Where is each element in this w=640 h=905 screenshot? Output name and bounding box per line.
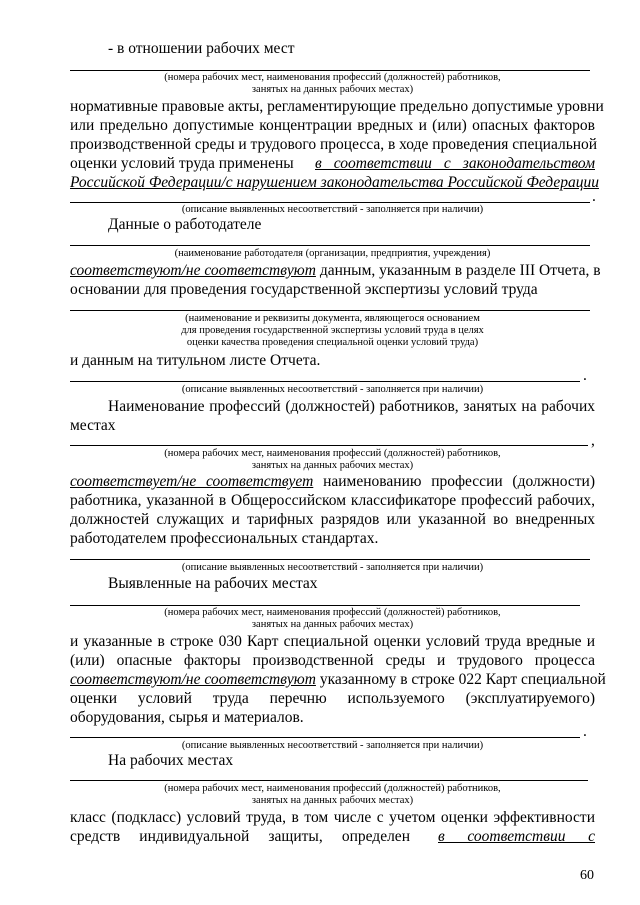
- option-text[interactable]: соответствуют/не соответствуют: [70, 671, 316, 688]
- caption: занятых на данных рабочих местах): [251, 619, 414, 630]
- caption: занятых на данных рабочих местах): [251, 84, 414, 95]
- paragraph-line: оценки условий труда применены: [70, 155, 294, 172]
- caption: (номера рабочих мест, наименования профессий (должностей) работников,: [164, 448, 501, 459]
- caption: (номера рабочих мест, наименования профессий (должностей) работников,: [164, 607, 501, 618]
- option-text[interactable]: соответствует/не соответствует: [70, 473, 314, 490]
- caption: для проведения государственной экспертизы условий труда в целях: [181, 325, 484, 336]
- caption: (номера рабочих мест, наименования профессий (должностей) работников,: [164, 783, 501, 794]
- option-text[interactable]: Российской Федерации/с нарушением законодательства Российской Федерации: [70, 174, 599, 191]
- caption: занятых на данных рабочих местах): [251, 795, 414, 806]
- caption: (номера рабочих мест, наименования профессий (должностей) работников,: [164, 72, 501, 83]
- paragraph-line: нормативные правовые акты, регламентирующие предельно допустимые уровни: [70, 98, 604, 115]
- paragraph-line: работодателем профессиональных стандартах.: [70, 530, 379, 547]
- employer-data-heading: Данные о работодателе: [108, 216, 262, 233]
- paragraph-line: оборудования, сырья и материалов.: [70, 709, 304, 726]
- paragraph-line: класс (подкласс) условий труда, в том числе с учетом оценки эффективности: [70, 809, 595, 826]
- paragraph-line: оценки условий труда перечню используемого (эксплуатируемого): [70, 690, 595, 707]
- line-end-comma: ,: [591, 432, 595, 449]
- fill-in-line[interactable]: [70, 310, 590, 311]
- caption: (описание выявленных несоответствий - заполняется при наличии): [181, 562, 484, 573]
- fill-in-line[interactable]: [70, 559, 590, 560]
- workplaces-heading: На рабочих местах: [108, 752, 234, 769]
- paragraph-line: и указанные в строке 030 Карт специальной оценки условий труда вредные и: [70, 633, 595, 650]
- fill-in-line[interactable]: [70, 445, 588, 446]
- caption: (описание выявленных несоответствий - заполняется при наличии): [181, 740, 484, 751]
- line-end-period: .: [583, 723, 587, 740]
- paragraph-line: производственной среды и трудового процесса, в ходе проведения специальной: [70, 136, 598, 153]
- paragraph-line: работника, указанной в Общероссийском классификаторе профессий рабочих,: [70, 492, 595, 509]
- paragraph-text: наименованию профессии (должности): [313, 473, 595, 490]
- paragraph-line: должностей служащих и тарифных разрядов или указанной во внедренных: [70, 511, 595, 528]
- caption: занятых на данных рабочих местах): [251, 460, 414, 471]
- section-workplaces-heading: - в отношении рабочих мест: [108, 40, 295, 57]
- paragraph-line: [70, 472, 595, 491]
- paragraph-line: (или) опасные факторы производственной среды и трудового процесса: [70, 652, 595, 669]
- fill-in-line[interactable]: [70, 737, 580, 738]
- line-end-period: .: [583, 367, 587, 384]
- paragraph-line: средств индивидуальной защиты, определен: [70, 828, 410, 845]
- fill-in-line[interactable]: [70, 245, 590, 246]
- paragraph-line: Наименование профессий (должностей) работников, занятых на рабочих: [108, 398, 595, 415]
- option-text[interactable]: соответствуют/не соответствуют: [70, 262, 316, 279]
- fill-in-line[interactable]: [70, 605, 580, 606]
- caption: оценки качества проведения специальной оценки условий труда): [186, 337, 479, 348]
- paragraph-line: местах: [70, 417, 116, 434]
- paragraph-line: [70, 261, 601, 280]
- paragraph-line: или предельно допустимые концентрации вредных и (или) опасных факторов: [70, 117, 595, 134]
- paragraph-line: основании для проведения государственной экспертизы условий труда: [70, 281, 538, 298]
- fill-in-line[interactable]: [70, 70, 590, 71]
- page-number: 60: [580, 868, 594, 883]
- caption: (наименование и реквизиты документа, являющегося основанием: [185, 313, 480, 324]
- paragraph-line: и данным на титульном листе Отчета.: [70, 352, 321, 369]
- option-text[interactable]: в соответствии с: [438, 828, 595, 845]
- caption: (описание выявленных несоответствий - заполняется при наличии): [181, 204, 484, 215]
- fill-in-line[interactable]: [70, 381, 580, 382]
- paragraph-text: указанному в строке 022 Карт специальной: [315, 671, 606, 688]
- line-end-period: .: [592, 188, 596, 205]
- fill-in-line[interactable]: [70, 202, 590, 203]
- paragraph-text: данным, указанным в разделе III Отчета, в: [315, 262, 601, 279]
- caption: (описание выявленных несоответствий - заполняется при наличии): [181, 384, 484, 395]
- paragraph-line: [70, 670, 606, 689]
- option-text[interactable]: в соответствии с законодательством: [315, 155, 595, 172]
- fill-in-line[interactable]: [70, 780, 588, 781]
- identified-factors-heading: Выявленные на рабочих местах: [108, 575, 318, 592]
- caption: (наименование работодателя (организации, предприятия, учреждения): [174, 248, 491, 259]
